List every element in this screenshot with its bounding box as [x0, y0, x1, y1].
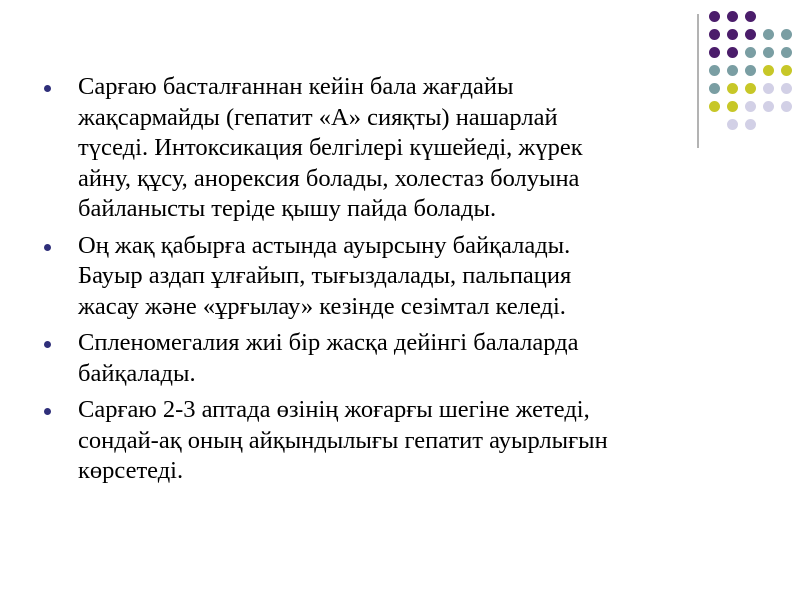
bullet-line: байланысты теріде қышу пайда болады.	[78, 195, 497, 222]
bullet-line: Оң жақ қабырға астында ауырсыну байқалады.	[78, 231, 571, 259]
bullet-line: Сарғаю басталғаннан кейін бала жағдайы	[78, 73, 514, 100]
bullet-dot-icon	[44, 341, 51, 348]
bullet-line: айну, құсу, анорексия болады, холестаз болуына	[78, 164, 580, 192]
decor-dot	[781, 65, 792, 76]
bullet-item	[44, 231, 764, 323]
decor-dot	[763, 47, 774, 58]
bullet-line: жақсармайды (гепатит «А» сияқты) нашарлай	[78, 103, 558, 131]
bullet-line: Спленомегалия жиі бір жасқа дейінгі балаларда	[78, 329, 579, 356]
bullet-line: Сарғаю 2-3 аптада өзінің жоғарғы шегіне жетеді,	[78, 396, 590, 423]
decor-dot	[763, 83, 774, 94]
bullet-line: көрсетеді.	[78, 457, 184, 484]
decor-dot	[745, 11, 756, 22]
bullet-dot-icon	[44, 408, 51, 415]
bullet-item	[44, 395, 764, 487]
bullet-dot-icon	[44, 85, 51, 92]
decor-dot	[781, 29, 792, 40]
bullet-line: жасау және «ұрғылау» кезінде сезімтал келеді.	[78, 292, 566, 320]
decor-dot	[781, 101, 792, 112]
decor-dot	[727, 29, 738, 40]
decor-dot	[709, 11, 720, 22]
bullet-item	[44, 72, 764, 225]
bullet-dot-icon	[44, 244, 51, 251]
decor-dot	[709, 29, 720, 40]
bullet-line: сондай-ақ оның айқындылығы гепатит ауырлығын	[78, 426, 608, 454]
decor-dot	[781, 83, 792, 94]
bullet-item	[44, 328, 764, 389]
decor-dot	[745, 29, 756, 40]
decor-dot	[763, 65, 774, 76]
decor-dot	[709, 47, 720, 58]
decor-dot	[727, 47, 738, 58]
bullet-list	[44, 72, 764, 493]
decor-dot	[763, 29, 774, 40]
decor-dot	[781, 47, 792, 58]
bullet-line: байқалады.	[78, 359, 196, 387]
bullet-line: түседі. Интоксикация белгілері күшейеді, жүрек	[78, 134, 583, 161]
decor-dot	[727, 11, 738, 22]
decor-dot	[763, 101, 774, 112]
bullet-line: Бауыр аздап ұлғайып, тығыздалады, пальпация	[78, 262, 572, 289]
decor-dot	[745, 47, 756, 58]
